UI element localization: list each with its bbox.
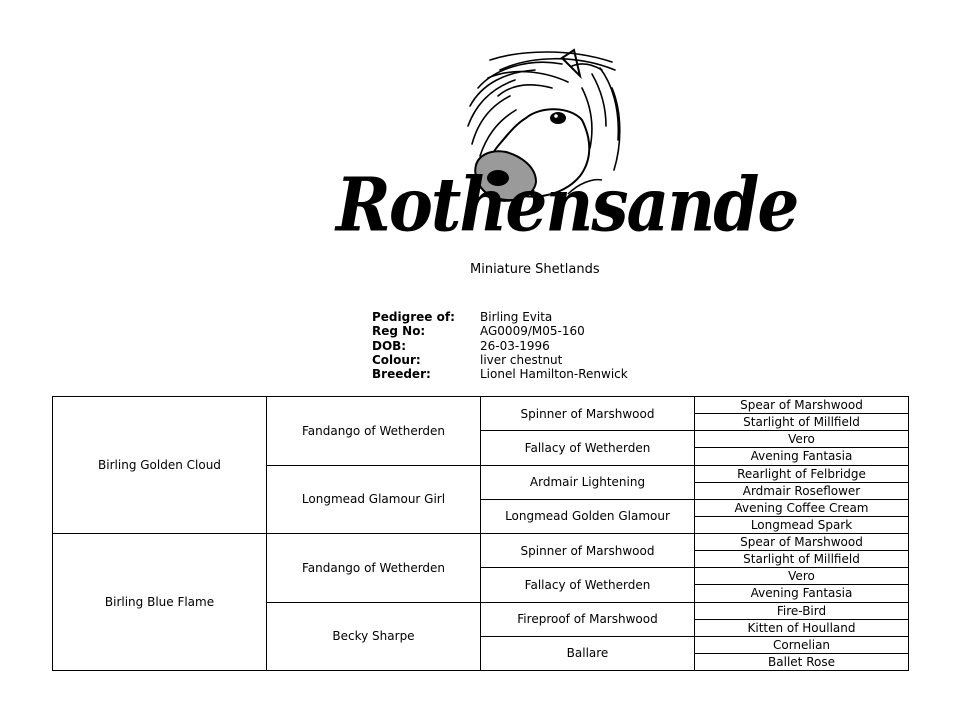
pedigree-gen4-cell: Vero — [695, 568, 909, 585]
pedigree-details — [372, 310, 628, 381]
rothensande-logo — [330, 48, 798, 283]
detail-value: liver chestnut — [480, 352, 563, 367]
pedigree-sire: Birling Golden Cloud — [53, 397, 267, 534]
pedigree-gen4-cell: Avening Fantasia — [695, 448, 909, 465]
detail-label: Reg No: — [372, 324, 426, 339]
pedigree-gen4-cell: Avening Coffee Cream — [695, 499, 909, 516]
pedigree-dam: Birling Blue Flame — [53, 534, 267, 671]
pedigree-gen3-cell: Longmead Golden Glamour — [481, 499, 695, 533]
pedigree-gen3-cell: Ardmair Lightening — [481, 465, 695, 499]
detail-value: Birling Evita — [480, 310, 553, 324]
detail-value: AG0009/M05-160 — [480, 324, 585, 339]
pedigree-gen4-cell: Ardmair Roseflower — [695, 482, 909, 499]
pedigree-gen4-cell: Kitten of Houlland — [695, 619, 909, 636]
detail-value: Lionel Hamilton-Renwick — [480, 367, 628, 382]
detail-label: Colour: — [372, 352, 421, 367]
pedigree-paternal-granddam: Longmead Glamour Girl — [267, 465, 481, 534]
pedigree-gen4-cell: Spear of Marshwood — [695, 397, 909, 414]
pedigree-gen4-cell: Fire-Bird — [695, 602, 909, 619]
pedigree-paternal-grandsire: Fandango of Wetherden — [267, 397, 481, 466]
brand-name: Rothensande — [336, 161, 798, 249]
detail-label: Breeder: — [372, 367, 431, 382]
pedigree-gen3-cell: Fallacy of Wetherden — [481, 431, 695, 465]
pedigree-gen4-cell: Rearlight of Felbridge — [695, 465, 909, 482]
pedigree-gen4-cell: Vero — [695, 431, 909, 448]
detail-label: DOB: — [372, 338, 407, 353]
detail-row-colour — [372, 353, 628, 367]
detail-label: Pedigree of: — [372, 310, 455, 324]
detail-row-reg-no — [372, 324, 628, 338]
pedigree-gen4-cell: Spear of Marshwood — [695, 534, 909, 551]
pedigree-gen3-cell: Spinner of Marshwood — [481, 397, 695, 431]
pedigree-gen4-cell: Starlight of Millfield — [695, 414, 909, 431]
pedigree-gen4-cell: Starlight of Millfield — [695, 551, 909, 568]
pedigree-gen3-cell: Spinner of Marshwood — [481, 534, 695, 568]
pedigree-table — [52, 396, 909, 671]
pedigree-gen3-cell: Fallacy of Wetherden — [481, 568, 695, 602]
pedigree-gen4-cell: Avening Fantasia — [695, 585, 909, 602]
pedigree-gen3-cell: Ballare — [481, 636, 695, 670]
pedigree-gen4-cell: Longmead Spark — [695, 516, 909, 533]
pedigree-maternal-granddam: Becky Sharpe — [267, 602, 481, 671]
detail-row-dob — [372, 339, 628, 353]
detail-row-breeder — [372, 367, 628, 381]
detail-row-pedigree-of — [372, 310, 628, 324]
pedigree-gen4-cell: Cornelian — [695, 636, 909, 653]
pedigree-gen3-cell: Fireproof of Marshwood — [481, 602, 695, 636]
pedigree-maternal-grandsire: Fandango of Wetherden — [267, 534, 481, 603]
pedigree-gen4-cell: Ballet Rose — [695, 653, 909, 670]
brand-tagline: Miniature Shetlands — [470, 262, 600, 277]
detail-value: 26-03-1996 — [480, 338, 550, 353]
